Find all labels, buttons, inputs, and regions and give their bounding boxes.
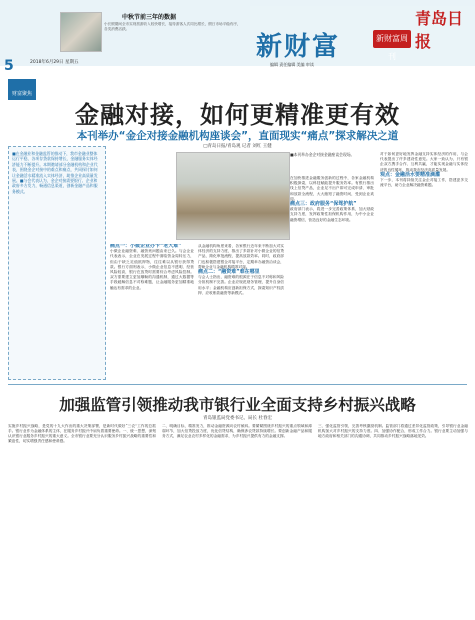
bottom-column-1: 实施乡村振兴战略，是党的十九大作出的重大决策部署，是新时代做好“三农”工作的总抓手。银行业作为金融体系的主体，在服务乡村振兴中肩负着重要使命。一、统一思想，深刻认识银行业服务乡村振兴的重大意义。全市银行业要充分认识服务乡村振兴战略的重要性和紧迫性，切实增强责任感和使命感。 [8, 424, 156, 444]
teaser-title[interactable]: 中秋节前三年的数据 [122, 14, 177, 21]
page-number: 5 [4, 58, 14, 74]
column-text: 小微企业融资难、融资贵问题由来已久。与会企业代表表示，企业在发展过程中面临资金周转压力，但由于缺乏足值抵押物，往往难以从银行获得贷款。银行方面则表示，小微企业信息不透明、经营风险较高，银行在放贷时需要综合考虑风险控制。双方需要建立更加顺畅的沟通机制，通过大数据等手段破解信息不对称难题，让金融服务更加精准地触达有需求的企业。 [110, 249, 194, 290]
column-heading: 痛点二：“融资难”难在哪里 [198, 269, 260, 276]
column-text: 下一步，本刊将持续关注金企对接工作，搭建更多交流平台，助力企业解决融资难题。 [380, 178, 468, 188]
byline: □青岛日报/青岛观 记者 刘红 王健 [203, 144, 272, 149]
bottom-headline[interactable]: 加强监管引领推动我市银行业全面支持乡村振兴战略 [59, 396, 416, 414]
subheadline: 本刊举办“金企对接金融机构座谈会”，直面现实“痛点”探求解决之道 [76, 130, 399, 142]
section-divider [8, 384, 467, 385]
bottom-column-2: 二、明确目标，精准发力，推动金融资源向农村倾斜。要紧紧围绕乡村振兴的重点领域和薄弱环节，加大信贷投放力度，优化信贷结构，确保涉农贷款持续增长。要创新金融产品和服务方式，满足农业农村多样化的金融需求，为乡村振兴提供有力的金融支撑。 [162, 424, 312, 439]
column-text: 在加快推进金融服务创新的过程中，各家金融机构积极探索，以科技赋能提升服务效率。有银行推出线上信贷产品，企业足不出户即可完成申请、审批和放款全流程，大大缩短了融资时间，受到企业欢迎。 [290, 176, 374, 201]
article-column-3 [290, 176, 374, 382]
column-heading: 痛点三：政府服务“保驾护航” [290, 201, 357, 208]
newspaper-logo: 青岛日报 [415, 9, 464, 51]
article-column-1 [110, 244, 194, 382]
column-heading: 痛点一：小微企业办卡“老大难” [110, 244, 182, 249]
column-text: 从金融机构角度来看，各家银行近年来不断加大对实体经济的支持力度，推出了多款针对小微企业的信贷产品，简化审批流程，提高放款效率。同时，政府部门也积极搭建银企对接平台，定期举办融资洽谈会，帮助企业与金融机构精准对接。 [198, 244, 284, 269]
badge-label: 新财富周刊 [376, 34, 408, 61]
column-text: 与会人士指出，融资难的根源在于信息不对称和风险分担机制不完善。企业应规范财务管理，提升自身信用水平；金融机构应创新担保方式，探索知识产权质押、应收账款融资等新模式。 [198, 275, 284, 295]
editors-line: 编辑 责任编辑 美编 审读 [270, 62, 314, 67]
teaser-image [60, 12, 102, 52]
bottom-column-3: 三、强化监管引领，完善考核激励机制。监管部门将通过差异化监管政策，引导银行业金融机构加大对乡村振兴的支持力度。四、加强协作配合，形成工作合力。银行业要主动加强与地方政府和相关部门的沟通协调，共同推动乡村振兴战略落地见效。 [318, 424, 468, 439]
section-title: 新财富 [256, 32, 341, 62]
section-tag-label: 财富聚焦 [12, 91, 33, 97]
article-column-4 [380, 152, 468, 382]
lead-text: ■在金融业和金融监管的推动下，我市金融业整体运行平稳，各项存贷款保持增长，金融服务实体经济能力不断提升。本期邀请部分金融机构和企业代表，围绕金企对接中的难点和痛点，共同探讨如何让金融活水精准流入实体经济，助推企业高质量发展。■与会代表认为，金企对接需要银行、企业和政府多方发力，畅通信息渠道，创新金融产品和服务模式。 [12, 151, 98, 194]
meeting-photo [176, 152, 290, 240]
column-text: 对于如何更好地发挥金融支持实体经济的作用，与会代表提出了许多建设性意见。大家一致认为，只有银企双方携手合作、互利共赢，才能实现金融与实体经济的良性循环，推动我市经济高质量发展。 [380, 152, 468, 172]
date-line: 2018年6月29日 星期五 [30, 60, 79, 65]
column-heading: 观点：金融活水要精准滴灌 [380, 171, 441, 178]
bottom-byline: 青岛银监局党委书记、局长 杜春宏 [203, 416, 272, 421]
article-column-2 [198, 244, 284, 382]
photo-caption: ■本刊举办金企对接金融座谈会现场。 [290, 152, 355, 157]
column-text: 政府部门表示，将进一步完善政策体系，加大财政支持力度，发挥政策性担保机构作用，为中小企业融资增信，营造良好的金融生态环境。 [290, 207, 374, 222]
headline[interactable]: 金融对接，如何更精准更有效 [75, 101, 400, 129]
teaser-text: 小长假期间全市实现旅游收入较快增长，接待游客人次同比增长，假日市场平稳有序，各类消费活跃。 [104, 22, 241, 31]
section-badge [373, 30, 411, 61]
